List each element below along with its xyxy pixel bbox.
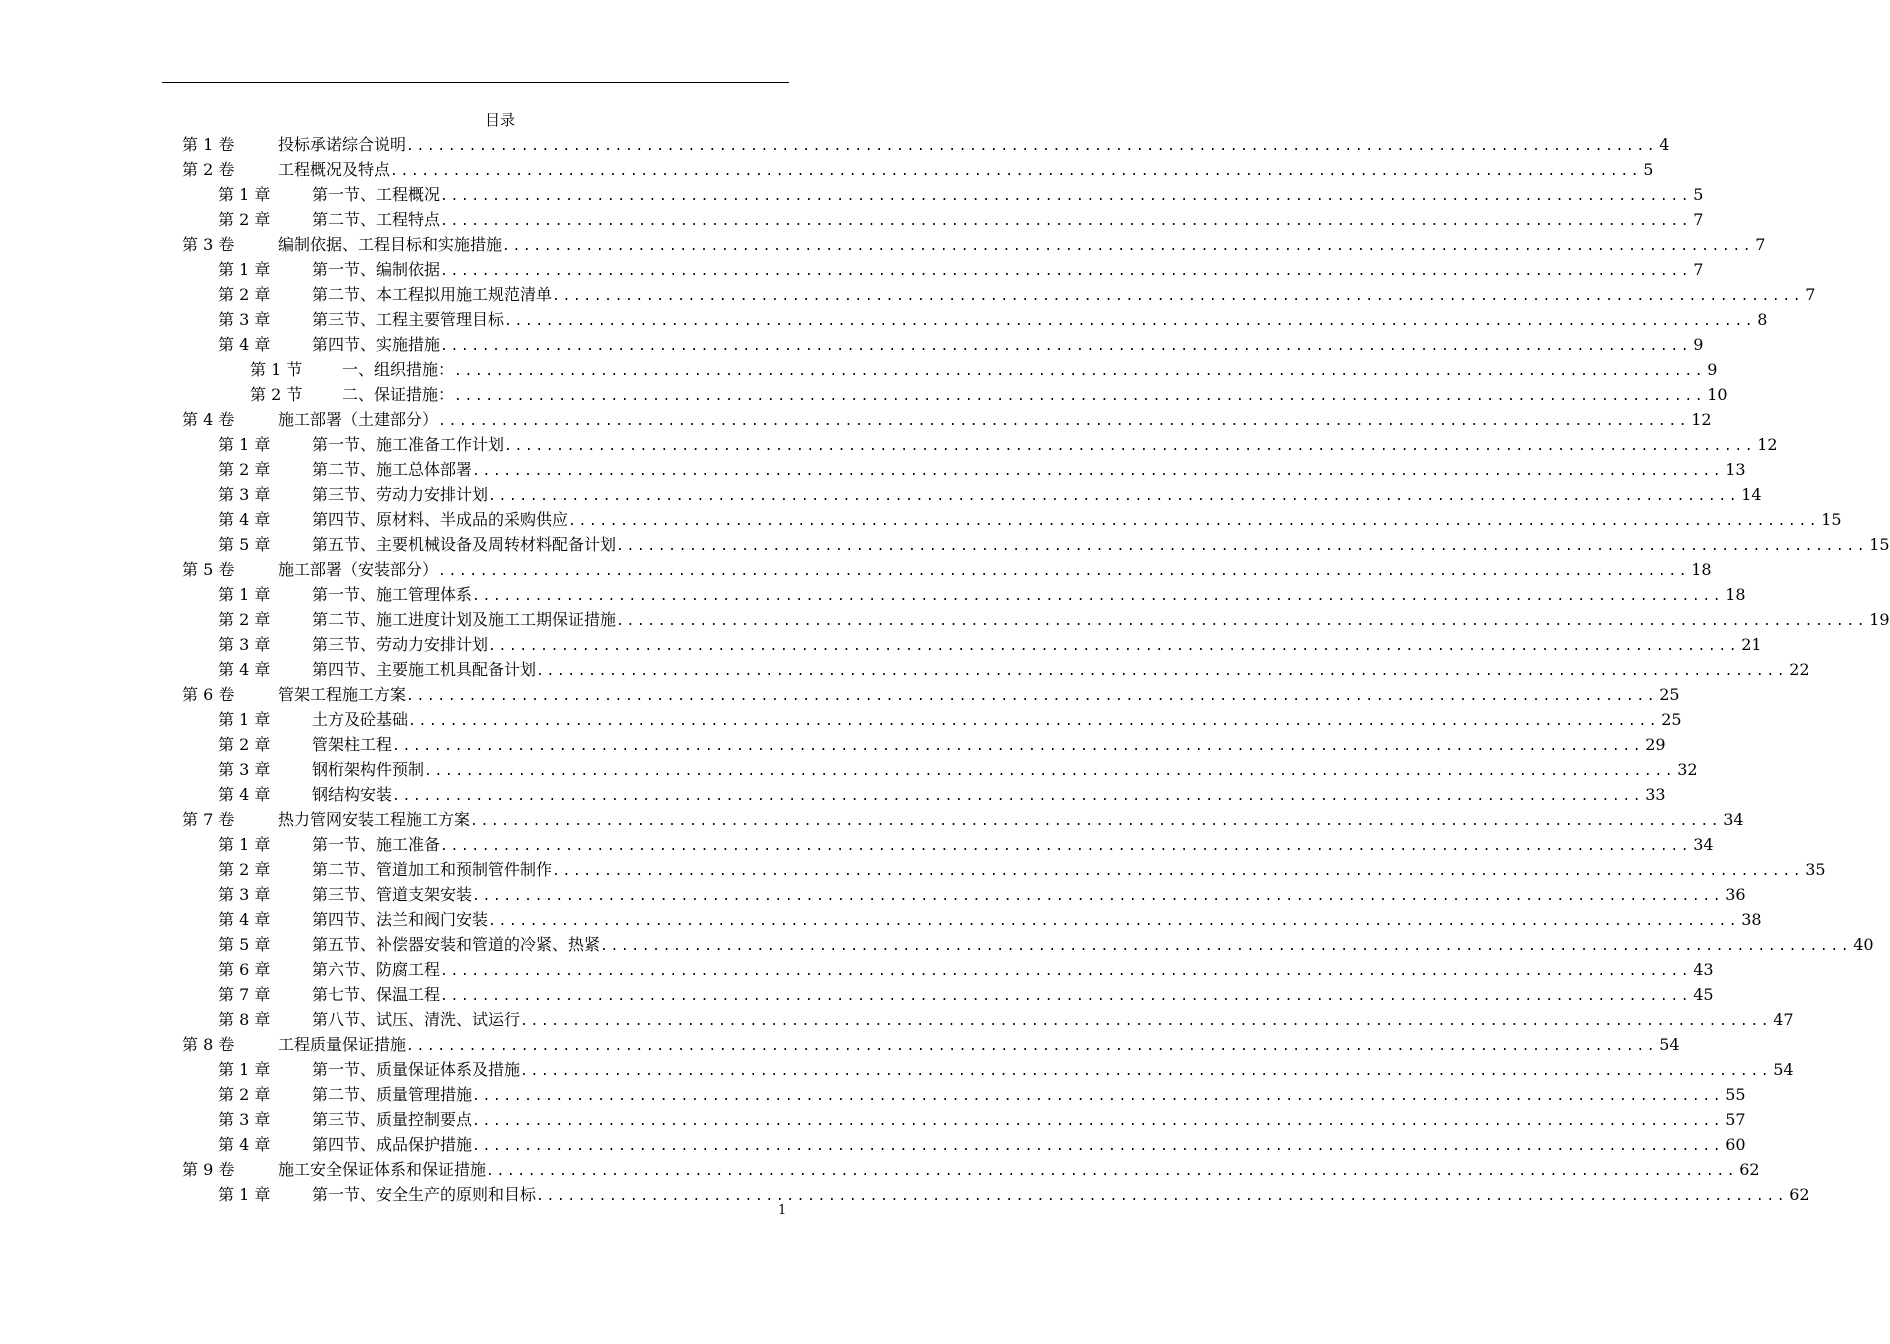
toc-entry[interactable]: [0, 1007, 1794, 1032]
toc-entry-body: [278, 232, 1766, 259]
toc-entry-body: [312, 482, 1762, 509]
toc-entry-title: 编制依据、工程目标和实施措施: [278, 235, 503, 254]
toc-leader-dots: ........................................................................................................................: [520, 1064, 1772, 1079]
toc-leader-dots: ........................................................................................................................: [502, 239, 1754, 254]
toc-leader-dots: ........................................................................................................................: [616, 539, 1868, 554]
toc-entry-page: 22: [1789, 660, 1810, 679]
toc-entry-label: 第 4 章: [218, 660, 271, 679]
toc-entry[interactable]: [0, 632, 1762, 657]
toc-entry[interactable]: [0, 307, 1768, 332]
toc-entry-page: 13: [1725, 460, 1746, 479]
toc-leader-dots: ........................................................................................................................: [472, 464, 1724, 479]
toc-entry-body: [312, 282, 1816, 309]
toc-leader-dots: ........................................................................................................................: [440, 339, 1692, 354]
toc-entry-body: [312, 582, 1746, 609]
toc-entry-page: 25: [1659, 685, 1680, 704]
toc-entry[interactable]: [0, 757, 1698, 782]
toc-leader-dots: ........................................................................................................................: [454, 389, 1706, 404]
toc-entry-title: 第六节、防腐工程: [312, 960, 441, 979]
toc-entry-body: [312, 957, 1714, 984]
toc-entry-page: 38: [1741, 910, 1762, 929]
toc-entry-label: 第 4 章: [218, 785, 271, 804]
toc-entry-label: 第 6 卷: [182, 685, 235, 704]
toc-entry[interactable]: [0, 882, 1746, 907]
toc-entry[interactable]: [0, 1057, 1794, 1082]
toc-entry-label: 第 3 章: [218, 635, 271, 654]
toc-entry[interactable]: [0, 557, 1712, 582]
toc-leader-dots: ........................................................................................................................: [392, 789, 1644, 804]
toc-entry-page: 14: [1741, 485, 1762, 504]
toc-entry[interactable]: [0, 157, 1654, 182]
toc-entry-title: 第二节、施工进度计划及施工工期保证措施: [312, 610, 617, 629]
toc-entry-body: [342, 357, 1718, 384]
toc-title: 目录: [484, 111, 515, 129]
toc-entry-label: 第 2 章: [218, 285, 271, 304]
toc-entry-title: 管架柱工程: [312, 735, 393, 754]
toc-entry-title: 第一节、质量保证体系及措施: [312, 1060, 521, 1079]
toc-entry-body: [312, 707, 1682, 734]
toc-entry-page: 25: [1661, 710, 1682, 729]
toc-entry-label: 第 4 章: [218, 1135, 271, 1154]
toc-entry-title: 施工部署（安装部分）: [278, 560, 439, 579]
toc-entry-page: 55: [1725, 1085, 1746, 1104]
toc-entry-page: 34: [1723, 810, 1744, 829]
toc-leader-dots: ........................................................................................................................: [440, 189, 1692, 204]
toc-entry-label: 第 2 章: [218, 460, 271, 479]
toc-entry-label: 第 7 卷: [182, 810, 235, 829]
toc-entry[interactable]: [0, 332, 1704, 357]
toc-entry[interactable]: [0, 1132, 1746, 1157]
toc-entry-title: 第七节、保温工程: [312, 985, 441, 1004]
toc-entry-title: 第二节、质量管理措施: [312, 1085, 473, 1104]
toc-entry-label: 第 2 章: [218, 735, 271, 754]
toc-entry[interactable]: [0, 682, 1680, 707]
toc-entry-label: 第 3 章: [218, 760, 271, 779]
toc-entry-page: 62: [1739, 1160, 1760, 1179]
toc-entry-body: [312, 657, 1810, 684]
toc-entry-label: 第 4 章: [218, 910, 271, 929]
toc-entry-title: 第二节、本工程拟用施工规范清单: [312, 285, 553, 304]
toc-entry-label: 第 3 章: [218, 885, 271, 904]
toc-entry-title: 施工部署（土建部分）: [278, 410, 439, 429]
toc-leader-dots: ........................................................................................................................: [440, 839, 1692, 854]
toc-entry[interactable]: [0, 1107, 1746, 1132]
toc-entry-body: [278, 682, 1680, 709]
toc-entry-label: 第 2 卷: [182, 160, 235, 179]
toc-entry-body: [312, 1007, 1794, 1034]
header-rule: [162, 82, 789, 83]
toc-entry-body: [312, 857, 1826, 884]
toc-leader-dots: ........................................................................................................................: [472, 889, 1724, 904]
toc-leader-dots: ........................................................................................................................: [568, 514, 1820, 529]
toc-entry-body: [312, 257, 1704, 284]
toc-leader-dots: ........................................................................................................................: [392, 739, 1644, 754]
toc-entry-label: 第 6 章: [218, 960, 271, 979]
toc-entry[interactable]: [0, 182, 1704, 207]
toc-entry-title: 管架工程施工方案: [278, 685, 407, 704]
toc-entry-body: [278, 1032, 1680, 1059]
toc-entry-label: 第 1 节: [250, 360, 303, 379]
toc-entry-title: 第四节、法兰和阀门安装: [312, 910, 489, 929]
toc-leader-dots: ........................................................................................................................: [440, 989, 1692, 1004]
toc-entry-title: 第一节、施工准备: [312, 835, 441, 854]
toc-entry-label: 第 8 章: [218, 1010, 271, 1029]
toc-entry-label: 第 2 章: [218, 610, 271, 629]
toc-entry[interactable]: [0, 1032, 1680, 1057]
toc-entry-body: [312, 1107, 1746, 1134]
toc-entry-body: [312, 1057, 1794, 1084]
toc-entry-body: [278, 407, 1712, 434]
toc-entry-body: [312, 882, 1746, 909]
toc-entry[interactable]: [0, 732, 1666, 757]
toc-entry-page: 34: [1693, 835, 1714, 854]
toc-leader-dots: ........................................................................................................................: [440, 214, 1692, 229]
toc-entry[interactable]: [0, 832, 1714, 857]
toc-entry-page: 40: [1853, 935, 1874, 954]
toc-entry-label: 第 2 章: [218, 210, 271, 229]
toc-entry[interactable]: [0, 657, 1810, 682]
toc-entry-body: [312, 832, 1714, 859]
toc-entry-title: 第四节、原材料、半成品的采购供应: [312, 510, 569, 529]
toc-entry-title: 热力管网安装工程施工方案: [278, 810, 471, 829]
toc-entry-label: 第 1 章: [218, 260, 271, 279]
toc-leader-dots: ........................................................................................................................: [536, 664, 1788, 679]
toc-leader-dots: ........................................................................................................................: [472, 1089, 1724, 1104]
toc-leader-dots: ........................................................................................................................: [616, 614, 1868, 629]
toc-entry-title: 第二节、施工总体部署: [312, 460, 473, 479]
toc-entry-page: 5: [1643, 160, 1654, 179]
toc-entry-title: 第五节、主要机械设备及周转材料配备计划: [312, 535, 617, 554]
toc-leader-dots: ........................................................................................................................: [472, 1114, 1724, 1129]
toc-entry-body: [312, 607, 1890, 634]
toc-entry[interactable]: [0, 1157, 1760, 1182]
toc-entry-label: 第 2 节: [250, 385, 303, 404]
toc-leader-dots: ........................................................................................................................: [536, 1189, 1788, 1204]
toc-entry[interactable]: [0, 432, 1778, 457]
toc-entry[interactable]: [0, 407, 1712, 432]
toc-leader-dots: ........................................................................................................................: [488, 914, 1740, 929]
toc-entry-title: 第一节、施工准备工作计划: [312, 435, 505, 454]
toc-entry-body: [312, 457, 1746, 484]
toc-entry-title: 第一节、编制依据: [312, 260, 441, 279]
toc-entry[interactable]: [0, 907, 1762, 932]
toc-entry-body: [312, 207, 1704, 234]
toc-entry-label: 第 9 卷: [182, 1160, 235, 1179]
toc-entry[interactable]: [0, 482, 1762, 507]
toc-entry-body: [312, 332, 1704, 359]
toc-entry-page: 21: [1741, 635, 1762, 654]
toc-entry[interactable]: [0, 957, 1714, 982]
toc-entry-label: 第 1 章: [218, 435, 271, 454]
toc-entry-title: 第五节、补偿器安装和管道的冷紧、热紧: [312, 935, 601, 954]
toc-entry-page: 9: [1707, 360, 1718, 379]
toc-entry-label: 第 7 章: [218, 985, 271, 1004]
toc-entry[interactable]: [0, 382, 1728, 407]
toc-leader-dots: ........................................................................................................................: [472, 1139, 1724, 1154]
toc-entry-page: 54: [1659, 1035, 1680, 1054]
toc-entry[interactable]: [0, 1082, 1746, 1107]
toc-entry-label: 第 1 章: [218, 1185, 271, 1204]
toc-entry-body: [278, 1157, 1760, 1184]
toc-entry-title: 钢结构安装: [312, 785, 393, 804]
toc-leader-dots: ........................................................................................................................: [552, 289, 1804, 304]
toc-entry-page: 9: [1693, 335, 1704, 354]
toc-entry-body: [342, 382, 1728, 409]
toc-entry-title: 施工安全保证体系和保证措施: [278, 1160, 487, 1179]
toc-entry-page: 18: [1725, 585, 1746, 604]
toc-entry-page: 12: [1757, 435, 1778, 454]
toc-entry[interactable]: [0, 1182, 1810, 1207]
toc-entry-page: 57: [1725, 1110, 1746, 1129]
toc-entry-label: 第 3 章: [218, 310, 271, 329]
toc-entry-page: 7: [1693, 260, 1704, 279]
toc-entry-title: 第四节、成品保护措施: [312, 1135, 473, 1154]
toc-entry-title: 投标承诺综合说明: [278, 135, 407, 154]
toc-entry-title: 第二节、工程特点: [312, 210, 441, 229]
toc-leader-dots: ........................................................................................................................: [486, 1164, 1738, 1179]
toc-entry-title: 第一节、工程概况: [312, 185, 441, 204]
toc-entry-page: 19: [1869, 610, 1890, 629]
toc-entry[interactable]: [0, 857, 1826, 882]
toc-entry-label: 第 1 章: [218, 710, 271, 729]
toc-entry[interactable]: [0, 357, 1718, 382]
toc-entry-page: 7: [1693, 210, 1704, 229]
toc-entry-label: 第 3 卷: [182, 235, 235, 254]
toc-entry-body: [312, 1132, 1746, 1159]
toc-entry-label: 第 3 章: [218, 485, 271, 504]
toc-entry[interactable]: [0, 232, 1766, 257]
toc-entry-title: 第三节、工程主要管理目标: [312, 310, 505, 329]
toc-entry-title: 第二节、管道加工和预制管件制作: [312, 860, 553, 879]
toc-entry-title: 一、组织措施：: [342, 360, 455, 379]
toc-leader-dots: ........................................................................................................................: [504, 314, 1756, 329]
toc-entry-body: [312, 1182, 1810, 1209]
toc-entry-body: [278, 157, 1654, 184]
toc-entry[interactable]: [0, 932, 1874, 957]
toc-entry-body: [312, 907, 1762, 934]
toc-entry[interactable]: [0, 282, 1816, 307]
toc-leader-dots: ........................................................................................................................: [406, 1039, 1658, 1054]
toc-entry-page: 36: [1725, 885, 1746, 904]
toc-leader-dots: ........................................................................................................................: [488, 639, 1740, 654]
toc-leader-dots: ........................................................................................................................: [600, 939, 1852, 954]
toc-entry[interactable]: [0, 132, 1670, 157]
toc-entry-title: 第三节、劳动力安排计划: [312, 485, 489, 504]
toc-entry-label: 第 5 章: [218, 535, 271, 554]
toc-entry-label: 第 1 章: [218, 1060, 271, 1079]
toc-entry-page: 33: [1645, 785, 1666, 804]
toc-entry-page: 8: [1757, 310, 1768, 329]
toc-entry-page: 12: [1691, 410, 1712, 429]
toc-entry-page: 7: [1805, 285, 1816, 304]
toc-entry[interactable]: [0, 207, 1704, 232]
toc-entry-title: 工程概况及特点: [278, 160, 391, 179]
toc-entry-label: 第 1 章: [218, 585, 271, 604]
toc-entry[interactable]: [0, 457, 1746, 482]
toc-leader-dots: ........................................................................................................................: [454, 364, 1706, 379]
toc-entry-title: 第八节、试压、清洗、试运行: [312, 1010, 521, 1029]
toc-entry-label: 第 5 章: [218, 935, 271, 954]
toc-entry-label: 第 4 章: [218, 335, 271, 354]
toc-entry-label: 第 5 卷: [182, 560, 235, 579]
toc-leader-dots: ........................................................................................................................: [406, 689, 1658, 704]
toc-entry-page: 62: [1789, 1185, 1810, 1204]
toc-leader-dots: ........................................................................................................................: [552, 864, 1804, 879]
toc-entry-page: 18: [1691, 560, 1712, 579]
toc-entry-label: 第 1 卷: [182, 135, 235, 154]
toc-entry-body: [312, 982, 1714, 1009]
toc-leader-dots: ........................................................................................................................: [408, 714, 1660, 729]
toc-entry[interactable]: [0, 982, 1714, 1007]
toc-entry-body: [312, 182, 1704, 209]
toc-entry-body: [278, 132, 1670, 159]
toc-entry-body: [278, 557, 1712, 584]
toc-entry-page: 29: [1645, 735, 1666, 754]
page-number: 1: [778, 1203, 787, 1218]
toc-entry-page: 54: [1773, 1060, 1794, 1079]
toc-entry-body: [312, 507, 1842, 534]
toc-entry-title: 钢桁架构件预制: [312, 760, 425, 779]
toc-entry-label: 第 4 卷: [182, 410, 235, 429]
toc-entry-page: 45: [1693, 985, 1714, 1004]
toc-leader-dots: ........................................................................................................................: [438, 564, 1690, 579]
toc-leader-dots: ........................................................................................................................: [504, 439, 1756, 454]
toc-entry-page: 60: [1725, 1135, 1746, 1154]
toc-entry-label: 第 4 章: [218, 510, 271, 529]
toc-entry-body: [312, 432, 1778, 459]
toc-entry-body: [312, 1082, 1746, 1109]
toc-entry-page: 47: [1773, 1010, 1794, 1029]
toc-leader-dots: ........................................................................................................................: [472, 589, 1724, 604]
toc-entry-page: 43: [1693, 960, 1714, 979]
toc-entry-title: 二、保证措施：: [342, 385, 455, 404]
toc-leader-dots: ........................................................................................................................: [406, 139, 1658, 154]
toc-leader-dots: ........................................................................................................................: [390, 164, 1642, 179]
toc-entry-page: 7: [1755, 235, 1766, 254]
toc-leader-dots: ........................................................................................................................: [470, 814, 1722, 829]
toc-entry-body: [312, 732, 1666, 759]
toc-entry[interactable]: [0, 582, 1746, 607]
toc-leader-dots: ........................................................................................................................: [424, 764, 1676, 779]
toc-entry-title: 第四节、主要施工机具配备计划: [312, 660, 537, 679]
toc-entry-body: [312, 782, 1666, 809]
toc-entry-page: 15: [1821, 510, 1842, 529]
toc-leader-dots: ........................................................................................................................: [440, 264, 1692, 279]
toc-entry-page: 15: [1869, 535, 1890, 554]
toc-entry-title: 第三节、质量控制要点: [312, 1110, 473, 1129]
toc-leader-dots: ........................................................................................................................: [520, 1014, 1772, 1029]
toc-entry-page: 10: [1707, 385, 1728, 404]
toc-entry[interactable]: [0, 507, 1842, 532]
toc-entry-page: 32: [1677, 760, 1698, 779]
toc-leader-dots: ........................................................................................................................: [438, 414, 1690, 429]
toc-entry[interactable]: [0, 532, 1890, 557]
toc-entry-body: [312, 307, 1768, 334]
toc-entry-body: [312, 632, 1762, 659]
toc-entry-title: 第三节、劳动力安排计划: [312, 635, 489, 654]
toc-entry-title: 第三节、管道支架安装: [312, 885, 473, 904]
toc-entry-label: 第 2 章: [218, 1085, 271, 1104]
toc-entry-page: 4: [1659, 135, 1670, 154]
toc-entry-title: 第一节、施工管理体系: [312, 585, 473, 604]
toc-entry-body: [312, 532, 1890, 559]
toc-entry[interactable]: [0, 707, 1682, 732]
toc-entry-label: 第 8 卷: [182, 1035, 235, 1054]
toc-entry-label: 第 1 章: [218, 185, 271, 204]
toc-entry-label: 第 1 章: [218, 835, 271, 854]
toc-entry-title: 第一节、安全生产的原则和目标: [312, 1185, 537, 1204]
toc-entry-page: 35: [1805, 860, 1826, 879]
toc-entry-body: [278, 807, 1744, 834]
toc-entry-page: 5: [1693, 185, 1704, 204]
toc-entry-body: [312, 757, 1698, 784]
toc-entry-title: 第四节、实施措施: [312, 335, 441, 354]
toc-entry-title: 土方及砼基础: [312, 710, 409, 729]
toc-entry-label: 第 3 章: [218, 1110, 271, 1129]
toc-entry[interactable]: [0, 782, 1666, 807]
toc-entry-title: 工程质量保证措施: [278, 1035, 407, 1054]
toc-entry-label: 第 2 章: [218, 860, 271, 879]
toc-entry[interactable]: [0, 607, 1890, 632]
toc-leader-dots: ........................................................................................................................: [440, 964, 1692, 979]
toc-entry[interactable]: [0, 257, 1704, 282]
toc-entry[interactable]: [0, 807, 1744, 832]
toc-entry-body: [312, 932, 1874, 959]
toc-leader-dots: ........................................................................................................................: [488, 489, 1740, 504]
